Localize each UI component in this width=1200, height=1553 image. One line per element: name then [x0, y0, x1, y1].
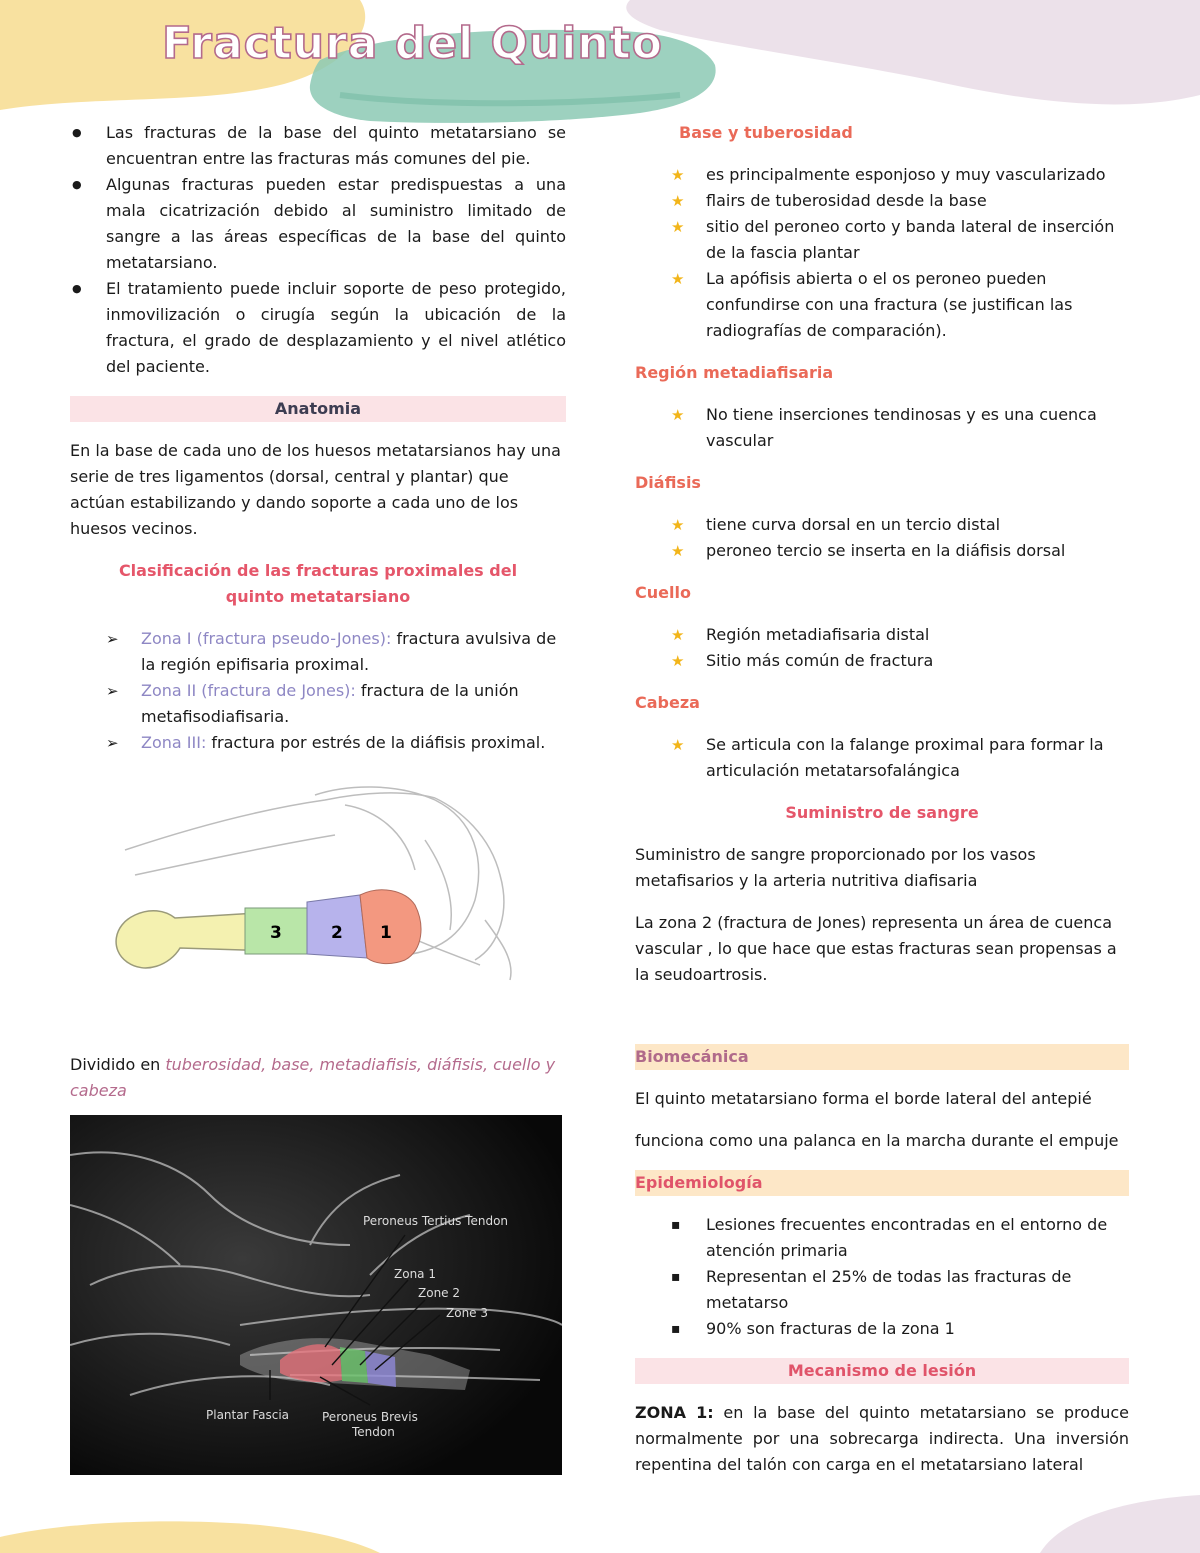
meta-title: Región metadiafisaria [635, 363, 834, 382]
intro-bullet-1: ● Las fracturas de la base del quinto metatarsiano se encuentran entre las fracturas más comunes del pie. [70, 120, 566, 172]
cabeza-list [635, 732, 1129, 784]
epidemiologia-header: Epidemiología [635, 1170, 1129, 1196]
clasificacion-title: Clasificación de las fracturas proximales del quinto metatarsiano [118, 561, 518, 606]
epi-item-3: ▪ 90% son fracturas de la zona 1 [635, 1316, 1129, 1342]
cuello-title: Cuello [635, 583, 691, 602]
zone-item-2: ➢ Zona II (fractura de Jones): fractura de la unión metafisodiafisaria. [70, 678, 566, 730]
bio-text-1: El quinto metatarsiano forma el borde lateral del antepié [635, 1089, 1092, 1108]
sangre-title: Suministro de sangre [785, 803, 979, 822]
intro-bullet-2: ● Algunas fracturas pueden estar predispuestas a una mala cicatrización debido al suministro limitado de sangre a las áreas específicas de la base del quinto metatarsiano. [70, 172, 566, 276]
xray-label-tendon: Tendon [352, 1425, 395, 1439]
cuello-item-1: ★ Región metadiafisaria distal [635, 622, 1129, 648]
anatomia-text: En la base de cada uno de los huesos metatarsianos hay una serie de tres ligamentos (dorsal, central y plantar) que actúan estabilizando y dando soporte a cada uno de los huesos vecinos. [70, 441, 561, 538]
mecanismo-header: Mecanismo de lesión [635, 1358, 1129, 1384]
xray-label-zone3: Zone 3 [446, 1306, 488, 1320]
yellow-blob-bottom-left [0, 1515, 380, 1553]
mecanismo-text: ZONA 1: en la base del quinto metatarsiano se produce normalmente por una sobrecarga indirecta. Una inversión repentina del talón con carga en el metatarsiano lateral [635, 1403, 1130, 1474]
diaf-title: Diáfisis [635, 473, 701, 492]
page-title: Fractura del Quinto [162, 18, 663, 69]
cuello-item-2: ★ Sitio más común de fractura [635, 648, 1129, 674]
right-column [635, 120, 1129, 1478]
intro-bullet-3: ● El tratamiento puede incluir soporte de peso protegido, inmovilización o cirugía según la ubicación de la fractura, el grado de desplazamiento y el nivel atlético del paciente. [70, 276, 566, 380]
lilac-blob-bottom-right [1000, 1490, 1200, 1553]
epi-list [635, 1212, 1129, 1342]
zones-list [70, 626, 566, 756]
base-item-1: ★ es principalmente esponjoso y muy vascularizado [635, 162, 1129, 188]
xray-label-zona1: Zona 1 [394, 1267, 436, 1281]
zone-item-3: ➢ Zona III: fractura por estrés de la diáfisis proximal. [70, 730, 566, 756]
bone-label-3: 3 [270, 923, 282, 943]
metatarsal-illustration [105, 780, 525, 990]
base-list [635, 162, 1129, 344]
xray-label-brevis: Peroneus Brevis [322, 1410, 418, 1424]
diaf-list [635, 512, 1129, 564]
biomecanica-header: Biomecánica [635, 1044, 1129, 1070]
anatomia-header: Anatomia [70, 396, 566, 422]
sangre-text-2: La zona 2 (fractura de Jones) representa un área de cuenca vascular , lo que hace que estas fracturas sean propensas a la seudoartrosis. [635, 913, 1117, 984]
intro-list [70, 120, 566, 380]
base-item-3: ★ sitio del peroneo corto y banda lateral de inserción de la fascia plantar [635, 214, 1129, 266]
meta-item-1: ★ No tiene inserciones tendinosas y es una cuenca vascular [635, 402, 1129, 454]
base-item-4: ★ La apófisis abierta o el os peroneo pueden confundirse con una fractura (se justifican las radiografías de comparación). [635, 266, 1129, 344]
base-title: Base y tuberosidad [679, 123, 853, 142]
divided-text: Dividido en tuberosidad, base, metadiafisis, diáfisis, cuello y cabeza [70, 1055, 556, 1100]
sangre-text-1: Suministro de sangre proporcionado por los vasos metafisarios y la arteria nutritiva diafisaria [635, 845, 1036, 890]
diaf-item-2: ★ peroneo tercio se inserta en la diáfisis dorsal [635, 538, 1129, 564]
bone-label-2: 2 [331, 923, 343, 943]
cuello-list [635, 622, 1129, 674]
cabeza-title: Cabeza [635, 693, 700, 712]
diaf-item-1: ★ tiene curva dorsal en un tercio distal [635, 512, 1129, 538]
left-column [70, 120, 566, 756]
cabeza-item-1: ★ Se articula con la falange proximal para formar la articulación metatarsofalángica [635, 732, 1129, 784]
xray-image [70, 1115, 562, 1475]
base-item-2: ★ flairs de tuberosidad desde la base [635, 188, 1129, 214]
zone-item-1: ➢ Zona I (fractura pseudo-Jones): fractura avulsiva de la región epifisaria proximal. [70, 626, 566, 678]
bio-text-2: funciona como una palanca en la marcha durante el empuje [635, 1131, 1119, 1150]
bone-label-1: 1 [380, 923, 392, 943]
epi-item-2: ▪ Representan el 25% de todas las fracturas de metatarso [635, 1264, 1129, 1316]
xray-label-tertius: Peroneus Tertius Tendon [363, 1214, 509, 1228]
epi-item-1: ▪ Lesiones frecuentes encontradas en el entorno de atención primaria [635, 1212, 1129, 1264]
xray-label-plantar: Plantar Fascia [206, 1408, 290, 1422]
meta-list [635, 402, 1129, 454]
xray-label-zone2: Zone 2 [418, 1286, 460, 1300]
